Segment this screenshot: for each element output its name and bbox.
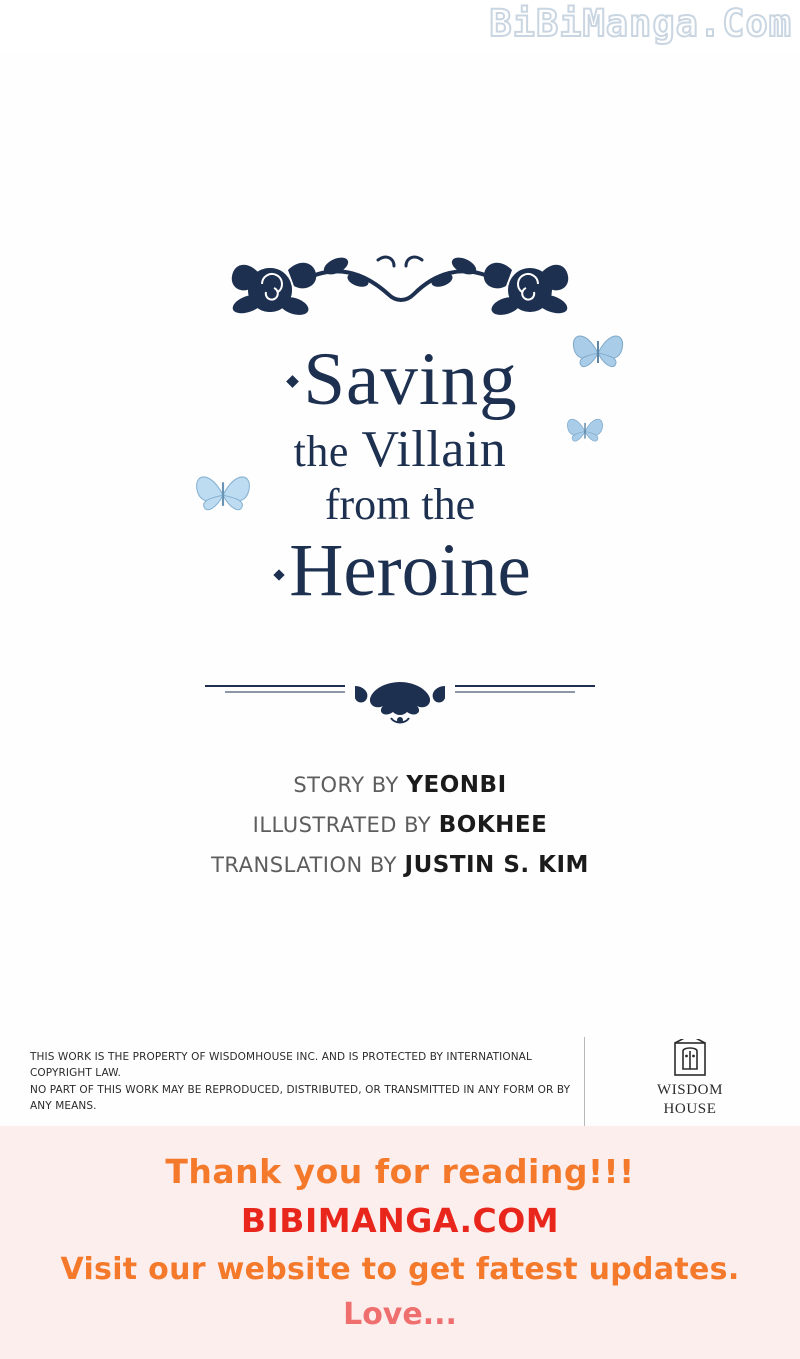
title-word-villain: Villain	[361, 421, 507, 478]
copyright-line-1: THIS WORK IS THE PROPERTY OF WISDOMHOUSE INC. AND IS PROTECTED BY INTERNATIONAL COPYRIGHT LAW.	[30, 1051, 532, 1080]
credits-block	[0, 772, 800, 892]
footer	[0, 1037, 800, 1127]
credit-label: STORY BY	[293, 773, 399, 797]
title-word-saving: Saving	[303, 338, 518, 421]
promo-visit-text: Visit our website to get fatest updates.	[60, 1252, 740, 1287]
rose-vine-ornament	[228, 242, 572, 322]
credit-name: JUSTIN S. KIM	[404, 852, 589, 878]
title-word-heroine: Heroine	[289, 528, 531, 612]
copyright-notice	[30, 1049, 580, 1114]
watermark-bar	[0, 0, 800, 52]
site-watermark: BiBiManga.Com	[489, 2, 792, 45]
wisdom-house-logo-icon	[673, 1039, 707, 1077]
title-words-from-the: from the	[324, 480, 476, 530]
promo-site-link[interactable]: BIBIMANGA.COM	[240, 1201, 560, 1240]
credit-label: TRANSLATION BY	[211, 853, 398, 877]
promo-thanks-text: Thank you for reading!!!	[165, 1152, 635, 1191]
flourish-divider	[205, 672, 595, 732]
diamond-ornament-icon	[286, 375, 299, 388]
credit-label: ILLUSTRATED BY	[252, 813, 432, 837]
promo-banner	[0, 1126, 800, 1359]
credit-name: YEONBI	[406, 772, 507, 798]
copyright-line-2: NO PART OF THIS WORK MAY BE REPRODUCED, DISTRIBUTED, OR TRANSMITTED IN ANY FORM OR BY ANY MEANS.	[30, 1083, 571, 1112]
cover-page	[0, 52, 800, 1126]
credit-illustration	[0, 812, 800, 838]
diamond-ornament-icon	[274, 569, 285, 580]
promo-love-text: Love...	[343, 1297, 457, 1332]
credit-story	[0, 772, 800, 798]
footer-divider	[584, 1037, 585, 1129]
publisher-name-line-1: WISDOM	[656, 1082, 724, 1098]
publisher-block	[610, 1039, 770, 1119]
title-word-the: the	[293, 427, 349, 476]
publisher-name-line-2: HOUSE	[663, 1100, 717, 1117]
credit-translation	[0, 852, 800, 878]
book-title	[0, 338, 800, 612]
credit-name: BOKHEE	[438, 812, 548, 838]
